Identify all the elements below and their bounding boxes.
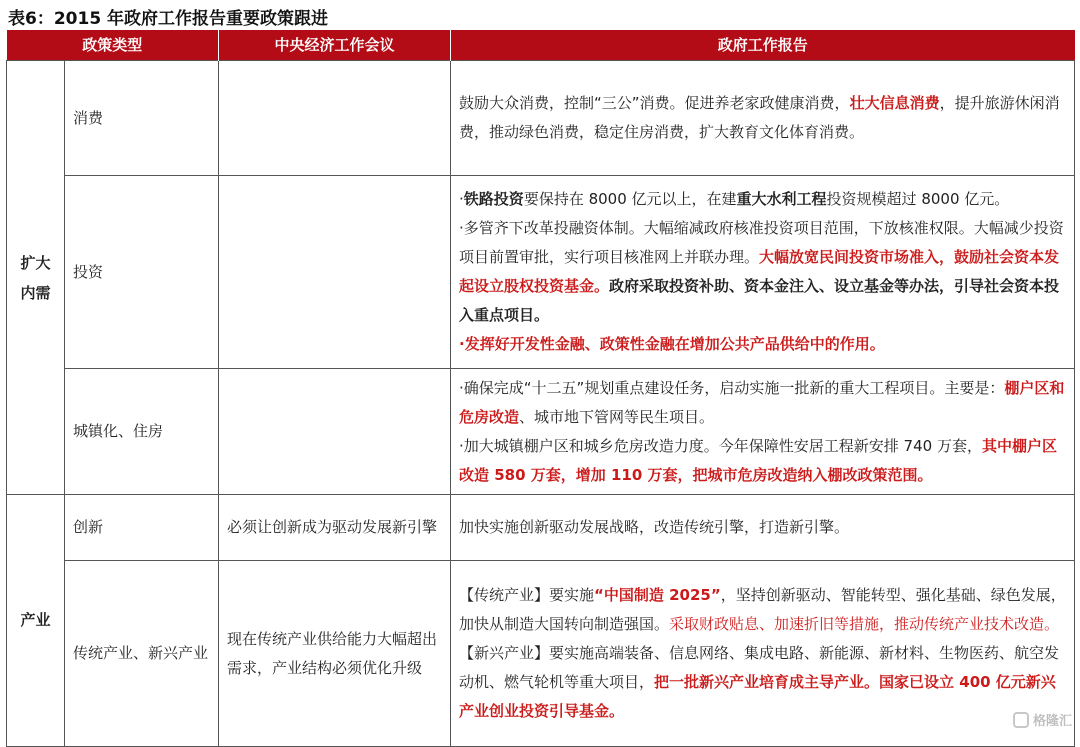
header-report: 政府工作报告 <box>451 30 1075 61</box>
report-cell <box>451 561 1075 747</box>
conference-cell: 必须让创新成为驱动发展新引擎 <box>219 495 451 561</box>
report-paragraph: ·确保完成“十二五”规划重点建设任务，启动实施一批新的重大工程项目。主要是：棚户区和危房改造、城市地下管网等民生项目。 <box>459 378 1065 426</box>
watermark: 格隆汇 <box>1013 710 1072 729</box>
policy-type-cell: 消费 <box>65 61 219 176</box>
table-row <box>7 61 1075 176</box>
report-paragraph: 【传统产业】要实施“中国制造 2025”，坚持创新驱动、智能转型、强化基础、绿色发展，加快从制造大国转向制造强国。采取财政贴息、加速折旧等措施，推动传统产业技术改造。 <box>459 586 1066 633</box>
group-industry: 产业 <box>7 495 65 747</box>
report-cell <box>451 176 1075 369</box>
conference-cell <box>219 369 451 495</box>
report-cell: 加快实施创新驱动发展战略，改造传统引擎，打造新引擎。 <box>451 495 1075 561</box>
table-row <box>7 369 1075 495</box>
table-row <box>7 495 1075 561</box>
report-paragraph: ·发挥好开发性金融、政策性金融在增加公共产品供给中的作用。 <box>459 335 885 353</box>
conference-cell <box>219 61 451 176</box>
header-conference: 中央经济工作会议 <box>219 30 451 61</box>
report-paragraph: 【新兴产业】要实施高端装备、信息网络、集成电路、新能源、新材料、生物医药、航空发动机、燃气轮机等重大项目，把一批新兴产业培育成主导产业。国家已设立 400 亿元新兴产业创业投资引导基金。 <box>459 644 1060 720</box>
report-paragraph: ·铁路投资要保持在 8000 亿元以上，在建重大水利工程投资规模超过 8000 亿元。 <box>459 190 1010 208</box>
report-paragraph: ·多管齐下改革投融资体制。大幅缩减政府核准投资项目范围，下放核准权限。大幅减少投资项目前置审批，实行项目核准网上并联办理。大幅放宽民间投资市场准入，鼓励社会资本发起设立股权投资基金。政府采取投资补助、资本金注入、设立基金等办法，引导社会资本投入重点项目。 <box>459 219 1064 324</box>
report-cell: 鼓励大众消费，控制“三公”消费。促进养老家政健康消费，壮大信息消费，提升旅游休闲消费，推动绿色消费，稳定住房消费，扩大教育文化体育消费。 <box>451 61 1075 176</box>
policy-type-cell: 城镇化、住房 <box>65 369 219 495</box>
policy-type-cell: 传统产业、新兴产业 <box>65 561 219 747</box>
conference-cell <box>219 176 451 369</box>
table-title: 表6：2015 年政府工作报告重要政策跟进 <box>8 9 329 29</box>
logo-icon <box>1013 712 1029 728</box>
report-paragraph: ·加大城镇棚户区和城乡危房改造力度。今年保障性安居工程新安排 740 万套，其中棚户区改造 580 万套，增加 110 万套，把城市危房改造纳入棚改政策范围。 <box>459 436 1057 484</box>
report-cell <box>451 369 1075 495</box>
header-policy-type: 政策类型 <box>7 30 219 61</box>
table-row <box>7 176 1075 369</box>
header-row <box>7 30 1075 61</box>
policy-type-cell: 投资 <box>65 176 219 369</box>
table-row <box>7 561 1075 747</box>
conference-cell: 现在传统产业供给能力大幅超出需求，产业结构必须优化升级 <box>219 561 451 747</box>
policy-table <box>6 30 1075 747</box>
policy-type-cell: 创新 <box>65 495 219 561</box>
group-expand-demand: 扩大内需 <box>7 61 65 495</box>
